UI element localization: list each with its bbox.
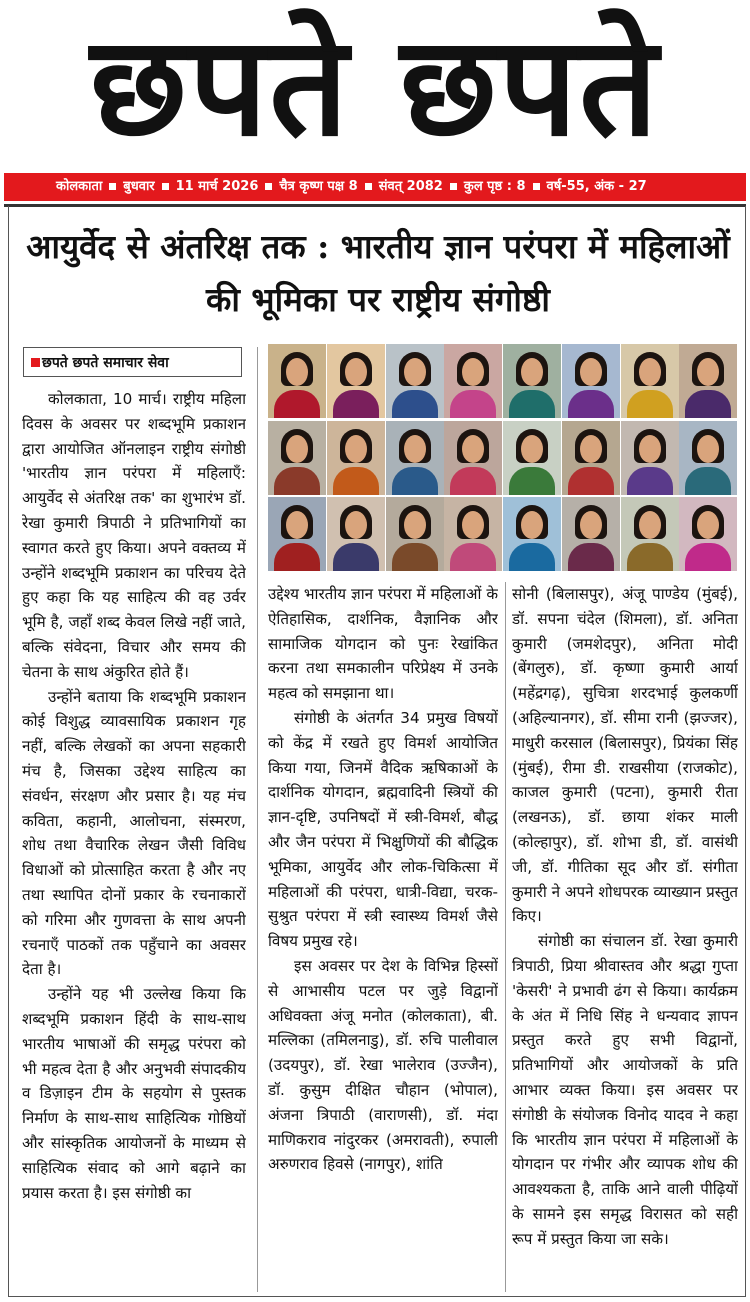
portrait-outfit [274, 467, 320, 495]
portrait-face [345, 511, 367, 539]
participant-photo [327, 344, 385, 418]
byline-box [23, 347, 242, 377]
separator-icon [109, 183, 116, 190]
byline-text: छपते छपते समाचार सेवा [42, 355, 169, 371]
portrait-outfit [333, 390, 379, 418]
portrait-face [580, 511, 602, 539]
portrait-outfit [568, 467, 614, 495]
participant-photo [444, 421, 502, 495]
article-column-1 [22, 387, 246, 1292]
participant-photo [562, 344, 620, 418]
portrait-face [697, 435, 719, 463]
separator-icon [450, 183, 457, 190]
participant-photo [268, 497, 326, 571]
masthead-title: छपते छपते [90, 6, 660, 167]
portrait-outfit [392, 467, 438, 495]
participant-photo [268, 344, 326, 418]
article-headline: आयुर्वेद से अंतरिक्ष तक : भारतीय ज्ञान परंपरा में महिलाओं की भूमिका पर राष्ट्रीय संगोष्ठी [26, 227, 730, 319]
participant-photo [503, 497, 561, 571]
participant-photo [679, 497, 737, 571]
portrait-face [521, 358, 543, 386]
portrait-face [286, 358, 308, 386]
article-column-2 [268, 582, 498, 1292]
masthead [0, 0, 750, 172]
dateline-date: 11 मार्च 2026 [175, 179, 259, 194]
portrait-outfit [627, 543, 673, 571]
paragraph: संगोष्ठी के अंतर्गत 34 प्रमुख विषयों को केंद्र में रखते हुए विमर्श आयोजित किया गया, जिनमें वैदिक ऋषिकाओं के दार्शनिक योगदान, ब्रह्मवादिनी स्त्रियों की ज्ञान-दृष्टि, उपनिषदों में स्त्री-विमर्श, बौद्ध और जैन परंपरा में भिक्षुणियों की बौद्धिक भूमिका, आयुर्वेद और लोक-चिकित्सा में महिलाओं की परंपरा, धात्री-विद्या, चरक-सुश्रुत परंपरा में स्त्री स्वास्थ्य विमर्श जैसे विषय प्रमुख रहे। [268, 708, 498, 951]
portrait-outfit [509, 390, 555, 418]
portrait-face [345, 435, 367, 463]
participants-photo-grid [268, 344, 738, 574]
portrait-face [580, 358, 602, 386]
participant-photo [562, 497, 620, 571]
participant-photo [327, 421, 385, 495]
participant-photo [327, 497, 385, 571]
column-rule [505, 582, 506, 1292]
portrait-outfit [568, 543, 614, 571]
column-rule [257, 347, 258, 1292]
participant-photo [621, 344, 679, 418]
portrait-outfit [450, 543, 496, 571]
portrait-face [580, 435, 602, 463]
paragraph: कोलकाता, 10 मार्च। राष्ट्रीय महिला दिवस के अवसर पर शब्दभूमि प्रकाशन द्वारा आयोजित ऑनलाइन राष्ट्रीय संगोष्ठी 'भारतीय ज्ञान परंपरा में महिलाएँ: आयुर्वेद से अंतरिक्ष तक' का शुभारंभ डॉ. रेखा कुमारी त्रिपाठी ने प्रतिभागियों का स्वागत करते हुए किया। अपने वक्तव्य में उन्होंने शब्दभूमि प्रकाशन का परिचय देते हुए कहा कि यह साहित्य की वह उर्वर भूमि है, जहाँ शब्द केवल लिखे नहीं जाते, बल्कि संवेदना, विचार और समय की चेतना के साथ अंकुरित होते हैं। [22, 390, 246, 681]
portrait-outfit [627, 390, 673, 418]
separator-icon [533, 183, 540, 190]
separator-icon [265, 183, 272, 190]
paragraph: उन्होंने बताया कि शब्दभूमि प्रकाशन कोई विशुद्ध व्यावसायिक प्रकाशन गृह नहीं, बल्कि लेखकों का अपना सहकारी मंच है, जिसका उद्देश्य साहित्य का संवर्धन, संरक्षण और प्रसार है। यह मंच कविता, कहानी, आलोचना, संस्मरण, शोध तथा वैचारिक लेखन जैसी विविध विधाओं को प्रोत्साहित करता है और नए तथा स्थापित दोनों प्रकार के रचनाकारों को गरिमा और गुणवत्ता के साथ अपनी रचनाएँ पाठकों तक पहुँचाने का अवसर देता है। [22, 687, 246, 979]
portrait-outfit [450, 390, 496, 418]
portrait-outfit [333, 467, 379, 495]
portrait-outfit [392, 390, 438, 418]
dateline-samvat: संवत् 2082 [378, 179, 443, 194]
dateline-tithi: चैत्र कृष्ण पक्ष 8 [279, 179, 358, 194]
paragraph: उन्होंने यह भी उल्लेख किया कि शब्दभूमि प्रकाशन हिंदी के साथ-साथ भारतीय भाषाओं की समृद्ध परंपरा को भी महत्व देता है और अनुभवी संपादकीय व डिज़ाइन टीम के सहयोग से पुस्तक निर्माण के साथ-साथ साहित्यिक गोष्ठियों और सांस्कृतिक आयोजनों के माध्यम से साहित्यिक संवाद को आगे बढ़ाने का प्रयास करता है। इस संगोष्ठी का [22, 985, 246, 1202]
portrait-face [404, 511, 426, 539]
portrait-face [404, 358, 426, 386]
participant-photo [386, 497, 444, 571]
bullet-square-icon [31, 358, 40, 367]
separator-icon [365, 183, 372, 190]
portrait-outfit [274, 543, 320, 571]
participant-photo [444, 344, 502, 418]
portrait-face [639, 511, 661, 539]
paragraph: उद्देश्य भारतीय ज्ञान परंपरा में महिलाओं के ऐतिहासिक, दार्शनिक, वैज्ञानिक और सामाजिक योगदान को पुनः रेखांकित करना तथा समकालीन परिप्रेक्ष्य में उनके महत्व को समझाना था। [268, 585, 498, 703]
portrait-face [639, 358, 661, 386]
dateline-bar [4, 173, 746, 201]
portrait-face [404, 435, 426, 463]
separator-icon [162, 183, 169, 190]
participant-photo [503, 344, 561, 418]
participant-photo [621, 421, 679, 495]
portrait-outfit [274, 390, 320, 418]
portrait-face [345, 358, 367, 386]
dateline-pages: कुल पृष्ठ : 8 [463, 179, 526, 194]
portrait-outfit [509, 467, 555, 495]
portrait-outfit [685, 467, 731, 495]
portrait-outfit [685, 543, 731, 571]
participant-photo [444, 497, 502, 571]
dateline-volume: वर्ष-55, अंक - 27 [546, 179, 647, 194]
portrait-outfit [333, 543, 379, 571]
portrait-outfit [627, 467, 673, 495]
portrait-outfit [509, 543, 555, 571]
participant-photo [268, 421, 326, 495]
participant-photo [679, 421, 737, 495]
dateline-weekday: बुधवार [123, 179, 155, 194]
dateline-city: कोलकाता [56, 179, 103, 194]
participant-photo [386, 344, 444, 418]
portrait-face [462, 435, 484, 463]
paragraph: संगोष्ठी का संचालन डॉ. रेखा कुमारी त्रिपाठी, प्रिया श्रीवास्तव और श्रद्धा गुप्ता 'केसरी' ने प्रभावी ढंग से किया। कार्यक्रम के अंत में निधि सिंह ने धन्यवाद ज्ञापन प्रस्तुत करते हुए सभी विद्वानों, प्रतिभागियों और आयोजकों के प्रति आभार व्यक्त किया। इस अवसर पर संगोष्ठी के संयोजक विनोद यादव ने कहा कि भारतीय ज्ञान परंपरा में महिलाओं के योगदान पर गंभीर और व्यापक शोध की आवश्यकता है, ताकि आने वाली पीढ़ियों के सामने इस समृद्ध विरासत को सही रूप में प्रस्तुत किया जा सके। [512, 932, 738, 1248]
participant-photo [679, 344, 737, 418]
portrait-face [521, 435, 543, 463]
participant-photo [503, 421, 561, 495]
portrait-outfit [568, 390, 614, 418]
portrait-face [639, 435, 661, 463]
participant-photo [386, 421, 444, 495]
paragraph: सोनी (बिलासपुर), अंजू पाण्डेय (मुंबई), डॉ. सपना चंदेल (शिमला), डॉ. अनिता कुमारी (जमशेदपुर), अनिता मोदी (बेंगलुरु), डॉ. कृष्णा कुमारी आर्या (महेंद्रगढ़), सुचित्रा शरदभाई कुलकर्णी (अहिल्यानगर), डॉ. सीमा रानी (झज्जर), माधुरी करसाल (बिलासपुर), प्रियंका सिंह (मुंबई), रीमा डी. राखसीया (राजकोट), काजल कुमारी (पटना), कुमारी रीता (लखनऊ), डॉ. छाया शंकर माली (कोल्हापुर), डॉ. शोभा डी, डॉ. वासंथी जी, डॉ. गीतिका सूद और डॉ. संगीता कुमारी ने अपने शोधपरक व्याख्यान प्रस्तुत किए। [512, 585, 738, 926]
portrait-outfit [392, 543, 438, 571]
paragraph: इस अवसर पर देश के विभिन्न हिस्सों से आभासीय पटल पर जुड़े विद्वानों अधिवक्ता अंजू मनोत (कोलकाता), बी. मल्लिका (तमिलनाडु), डॉ. रुचि पालीवाल (उदयपुर), डॉ. रेखा भालेराव (उज्जैन), डॉ. कुसुम दीक्षित चौहान (भोपाल), अंजना त्रिपाठी (वाराणसी), डॉ. मंदा माणिकराव नांदुरकर (अमरावती), रुपाली अरुणराव हिवसे (नागपुर), शांति [268, 956, 498, 1174]
portrait-outfit [450, 467, 496, 495]
portrait-face [286, 435, 308, 463]
participant-photo [562, 421, 620, 495]
portrait-outfit [685, 390, 731, 418]
article-column-3 [512, 582, 738, 1292]
participant-photo [621, 497, 679, 571]
